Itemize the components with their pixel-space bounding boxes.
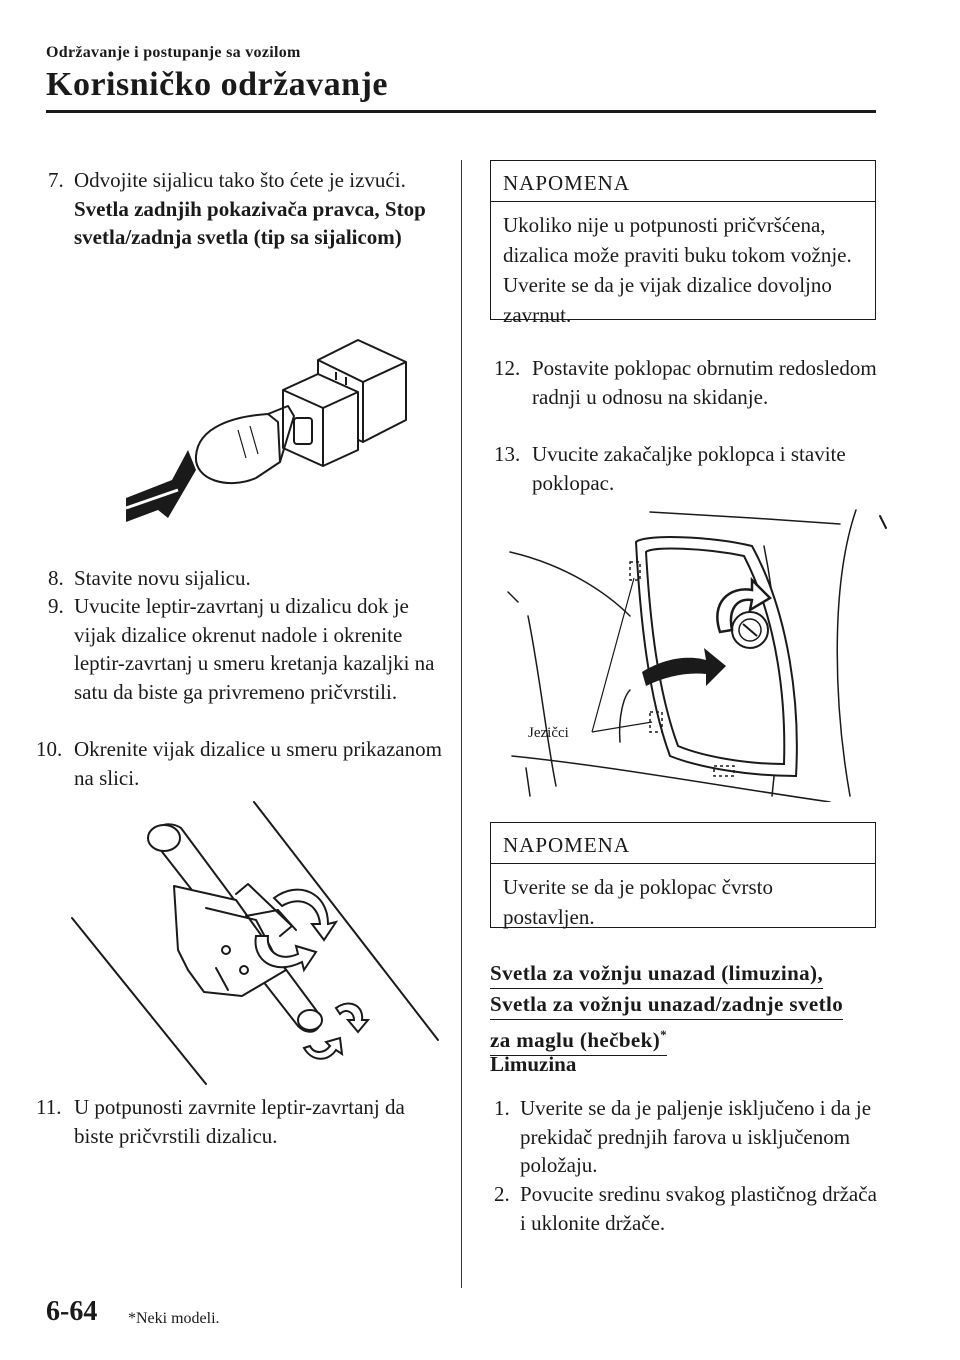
- step-number: 8.: [48, 566, 64, 590]
- note-heading: NAPOMENA: [503, 171, 631, 195]
- bulb-removal-illustration: [118, 330, 418, 525]
- note-text: Ukoliko nije u potpunosti pričvršćena, dizalica može praviti buku tokom vožnje. Uverite se da je vijak dizalice dovoljno zavrnut.: [503, 213, 852, 327]
- step-7: [48, 166, 448, 252]
- footnote-marker: *: [660, 1027, 668, 1042]
- step-13: [494, 440, 884, 497]
- column-divider: [461, 160, 462, 1288]
- step-text: Odvojite sijalicu tako što ćete je izvući.: [74, 168, 406, 192]
- step-text: Uvucite leptir-zavrtanj u dizalicu dok je vijak dizalice okrenut nadole i okrenite leptir-zavrtanj u smeru kretanja kazaljki na satu da biste ga privremeno pričvrstili.: [74, 594, 435, 704]
- note-text: Uverite se da je poklopac čvrsto postavljen.: [503, 875, 773, 929]
- step-number: 7.: [48, 168, 64, 192]
- heading-line: za maglu (hečbek): [490, 1028, 661, 1052]
- footnote: *Neki modeli.: [128, 1310, 220, 1327]
- step-number: 2.: [494, 1182, 510, 1206]
- figure-label-tabs: Jezičci: [528, 725, 569, 741]
- step-subtitle: Svetla zadnjih pokazivača pravca, Stop svetla/zadnja svetla (tip sa sijalicom): [74, 196, 426, 249]
- step-number: 9.: [48, 594, 64, 618]
- step-text: U potpunosti zavrnite leptir-zavrtanj da biste pričvrstili dizalicu.: [74, 1095, 405, 1148]
- step-text: Stavite novu sijalicu.: [74, 566, 251, 590]
- step-8: [48, 564, 448, 593]
- note-heading: NAPOMENA: [503, 833, 631, 857]
- cover-installation-illustration: [500, 506, 890, 802]
- step-text: Okrenite vijak dizalice u smeru prikazanom na slici.: [74, 737, 442, 790]
- step-12: [494, 354, 884, 411]
- section-heading: [490, 958, 880, 1056]
- heading-line: Svetla za vožnju unazad/zadnje svetlo: [490, 990, 843, 1020]
- heading-line: Svetla za vožnju unazad (limuzina),: [490, 959, 823, 989]
- step-text: Postavite poklopac obrnutim redosledom radnji u odnosu na skidanje.: [532, 356, 877, 409]
- step-r1: [494, 1094, 886, 1180]
- step-number: 10.: [36, 737, 63, 761]
- jack-screw-illustration: [66, 800, 446, 1090]
- step-9: [48, 592, 448, 706]
- step-number: 12.: [494, 356, 521, 380]
- subheading: Limuzina: [490, 1052, 577, 1076]
- step-number: 11.: [36, 1095, 62, 1119]
- note-box: [490, 822, 876, 928]
- pull-arrow-icon: [126, 450, 196, 522]
- section-label: Održavanje i postupanje sa vozilom: [46, 44, 301, 61]
- step-10: [36, 735, 448, 792]
- page-number: 6-64: [46, 1296, 98, 1327]
- step-r2: [494, 1180, 886, 1237]
- step-number: 13.: [494, 442, 521, 466]
- title-rule: [46, 110, 876, 113]
- step-text: Povucite sredinu svakog plastičnog držača i uklonite držače.: [520, 1182, 877, 1235]
- step-number: 1.: [494, 1096, 510, 1120]
- rotate-arrow-icon: [336, 1004, 368, 1032]
- rotate-arrow-icon: [304, 1038, 342, 1059]
- page-title: Korisničko održavanje: [46, 66, 388, 103]
- step-11: [36, 1093, 448, 1150]
- note-box: [490, 160, 876, 327]
- step-text: Uvucite zakačaljke poklopca i stavite poklopac.: [532, 442, 846, 495]
- step-text: Uverite se da je paljenje isključeno i da je prekidač prednjih farova u isključenom položaju.: [520, 1096, 872, 1177]
